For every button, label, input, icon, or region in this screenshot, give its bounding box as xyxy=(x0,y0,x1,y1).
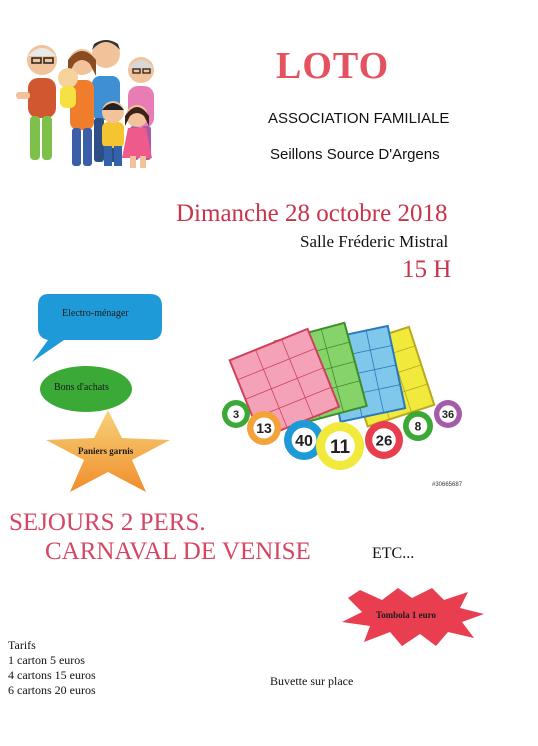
bingo-ball xyxy=(434,400,462,428)
grandpa-figure xyxy=(16,45,57,160)
tombola-burst xyxy=(340,586,486,648)
pricing-item: 1 carton 5 euros xyxy=(8,653,85,667)
vouchers-label: Bons d'achats xyxy=(54,382,109,393)
bingo-ball xyxy=(316,422,364,470)
pricing-item: 6 cartons 20 euros xyxy=(8,683,96,697)
gift-baskets-label: Paniers garnis xyxy=(78,446,134,456)
event-time: 15 H xyxy=(402,256,452,283)
bingo-ball-number: 13 xyxy=(256,420,272,437)
bingo-ball-number: 8 xyxy=(414,419,422,434)
bingo-ball-number: 11 xyxy=(329,437,351,459)
refreshments-note: Buvette sur place xyxy=(270,674,354,688)
bingo-ball xyxy=(247,411,281,445)
pricing-list xyxy=(8,638,96,698)
event-date: Dimanche 28 octobre 2018 xyxy=(176,200,448,227)
tombola-label: Tombola 1 euro xyxy=(376,610,437,620)
trip-prize-line1: SEJOURS 2 PERS. xyxy=(9,509,206,536)
bingo-ball xyxy=(403,411,433,441)
pricing-item: 4 cartons 15 euros xyxy=(8,668,96,682)
gift-baskets-star xyxy=(44,408,172,494)
more-prizes-text: ETC... xyxy=(372,545,415,562)
trip-prize-line2: CARNAVAL DE VENISE xyxy=(45,538,311,565)
family-illustration xyxy=(10,36,170,176)
bingo-ball-number: 3 xyxy=(232,409,240,422)
bingo-illustration xyxy=(214,318,474,486)
bingo-ball-number: 36 xyxy=(441,409,455,422)
location-name: Seillons Source D'Argens xyxy=(270,146,440,163)
page-title: LOTO xyxy=(276,45,390,87)
bingo-ball-number: 40 xyxy=(295,433,313,450)
bingo-ball xyxy=(222,400,250,428)
pricing-heading: Tarifs xyxy=(8,638,36,652)
speech-bubble-icon xyxy=(28,290,168,366)
event-venue: Salle Fréderic Mistral xyxy=(300,232,449,251)
appliances-bubble xyxy=(28,290,168,366)
appliances-label: Electro-ménager xyxy=(62,308,129,319)
bingo-ball xyxy=(365,421,403,459)
association-name: ASSOCIATION FAMILIALE xyxy=(268,110,450,127)
vouchers-oval xyxy=(40,366,132,412)
bingo-ball-number: 26 xyxy=(375,432,393,450)
image-reference-code: #30665687 xyxy=(432,482,463,488)
